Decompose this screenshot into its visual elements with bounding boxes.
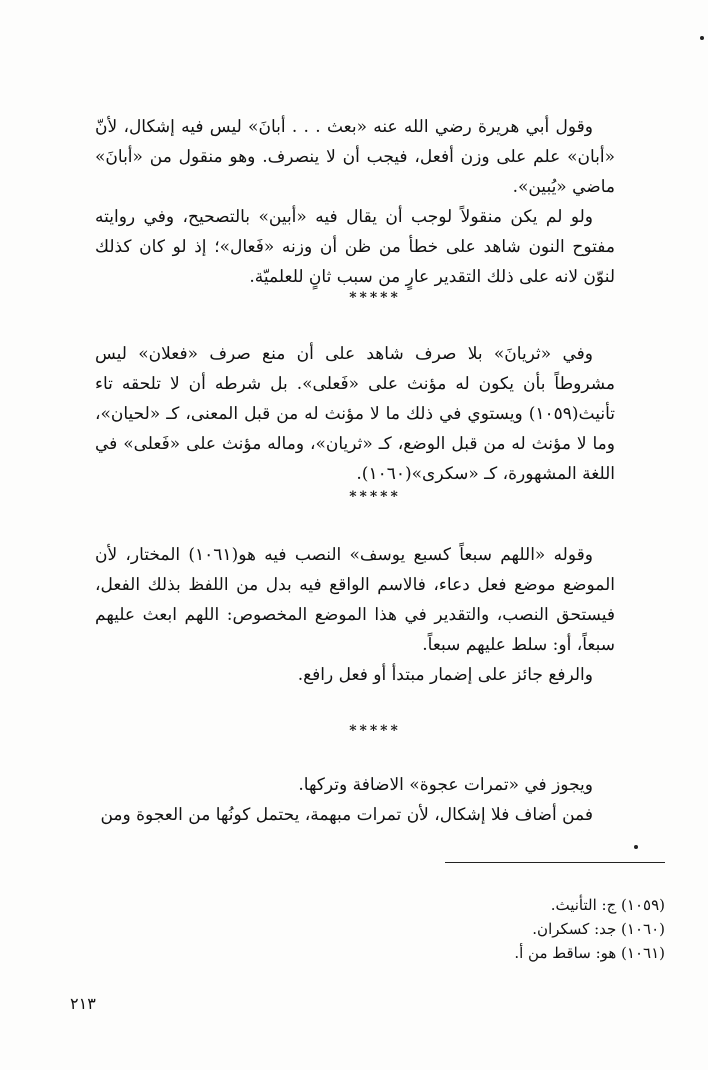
section-4 [95,770,615,830]
footnote-divider [445,862,665,863]
section-2 [95,339,615,489]
paragraph-end-dot [634,845,638,849]
section-separator-3: ***** [349,723,401,739]
paragraph-4: وقوله «اللهم سبعاً كسبع يوسف» النصب فيه هو(١٠٦١) المختار، لأن الموضع موضع فعل دعاء، فالاسم الواقع فيه بدل من اللفظ بذلك الفعل، فيستحق النصب، والتقدير في هذا الموضع المخصوص: اللهم ابعث عليهم سبعاً، أو: سلط عليهم سبعاً. [95,545,615,655]
page-corner-dot [700,36,704,40]
section-3 [95,540,615,690]
footnote-1059: (١٠٥٩) ج: التأنيث. [550,896,665,914]
footnote-1061: (١٠٦١) هو: ساقط من أ. [514,944,665,962]
section-separator-1: ***** [349,290,401,306]
paragraph-5: والرفع جائز على إضمار مبتدأ أو فعل رافع. [297,665,593,685]
paragraph-7: فمن أضاف فلا إشكال، لأن تمرات مبهمة، يحتمل كونُها من العجوة ومن [100,805,593,825]
section-separator-2: ***** [349,489,401,505]
paragraph-1: وقول أبي هريرة رضي الله عنه «بعث . . . أبانَ» ليس فيه إشكال، لأنّ «أبان» علم على وزن أفعل، فيجب أن لا ينصرف. وهو منقول من «أبانَ» ماضي «يُبين». [95,117,615,197]
paragraph-2: ولو لم يكن منقولاً لوجب أن يقال فيه «أبين» بالتصحيح، وفي روايته مفتوح النون شاهد على خطأ من ظن أن وزنه «فَعال»؛ إذ لو كان كذلك لنوّن لانه على ذلك التقدير عارٍ من سبب ثانٍ للعلميّة. [95,207,615,287]
section-1 [95,112,615,292]
page-number: ٢١٣ [70,994,96,1013]
footnote-1060: (١٠٦٠) جد: كسكران. [532,920,665,938]
paragraph-3: وفي «ثريانَ» بلا صرف شاهد على أن منع صرف «فعلان» ليس مشروطاً بأن يكون له مؤنث على «فَعلى». بل شرطه أن لا تلحقه تاء تأنيث(١٠٥٩) ويستوي في ذلك ما لا مؤنث له من قبل المعنى، كـ «لحيان»، وما لا مؤنث له من قبل الوضع، كـ «ثريان»، وماله مؤنث على «فَعلى» في اللغة المشهورة، كـ «سكرى»(١٠٦٠). [95,344,615,484]
footnotes [300,893,665,965]
paragraph-6: ويجوز في «تمرات عجوة» الاضافة وتركها. [298,775,593,795]
